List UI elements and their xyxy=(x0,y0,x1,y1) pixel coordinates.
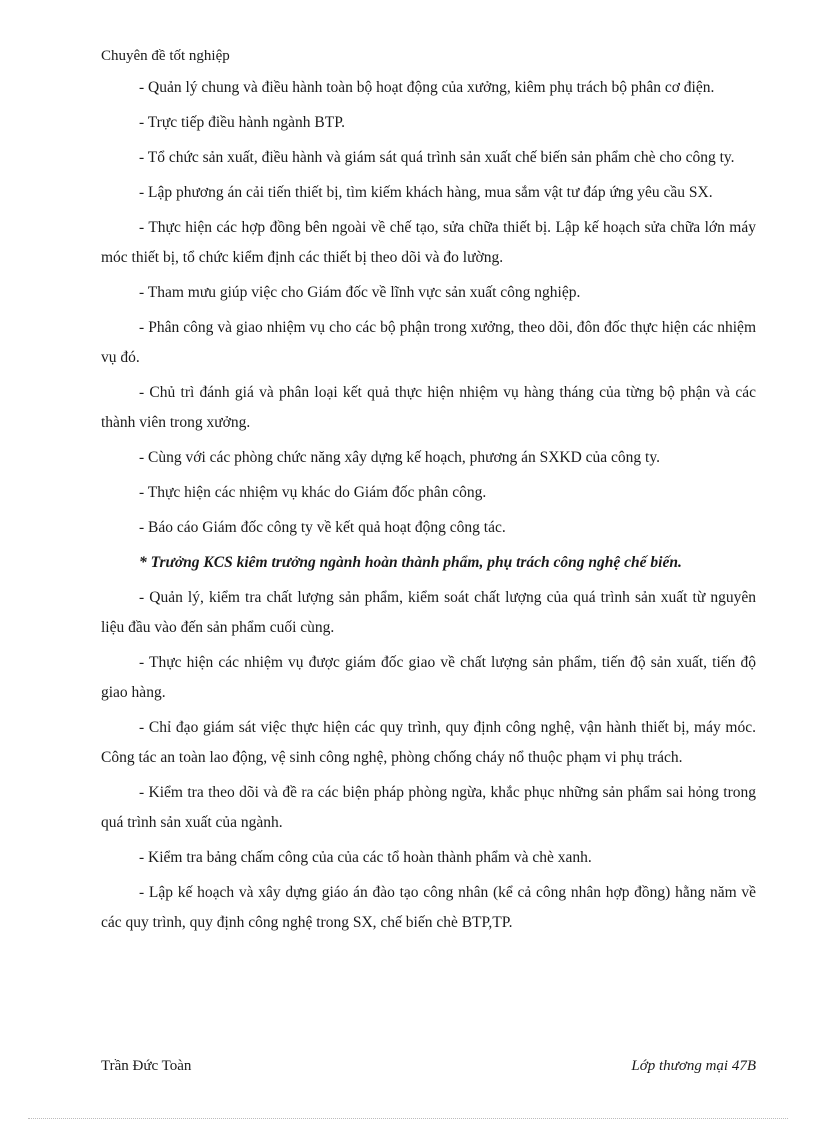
paragraph: - Lập kế hoạch và xây dựng giáo án đào tạo công nhân (kể cả công nhân hợp đồng) hằng năm về các quy trình, quy định công nghệ trong SX, chế biến chè BTP,TP. xyxy=(101,884,756,931)
paragraph: - Báo cáo Giám đốc công ty về kết quả hoạt động công tác. xyxy=(139,519,506,536)
paragraph: - Quản lý, kiểm tra chất lượng sản phẩm, kiểm soát chất lượng của quá trình sản xuất từ nguyên liệu đầu vào đến sản phẩm cuối cùng. xyxy=(101,589,756,636)
footer-class: Lớp thương mại 47B xyxy=(631,1058,756,1074)
paragraph: - Thực hiện các nhiệm vụ được giám đốc giao về chất lượng sản phẩm, tiến độ sản xuất, tiến độ giao hàng. xyxy=(101,654,756,701)
paragraph: - Lập phương án cải tiến thiết bị, tìm kiếm khách hàng, mua sắm vật tư đáp ứng yêu cầu SX. xyxy=(139,184,713,201)
section-heading: * Trưởng KCS kiêm trưởng ngành hoàn thành phẩm, phụ trách công nghệ chế biến. xyxy=(139,554,682,571)
document-body xyxy=(101,73,756,943)
paragraph: - Cùng với các phòng chức năng xây dựng kế hoạch, phương án SXKD của công ty. xyxy=(139,449,660,466)
paragraph: - Thực hiện các nhiệm vụ khác do Giám đốc phân công. xyxy=(139,484,487,501)
paragraph: - Chủ trì đánh giá và phân loại kết quả thực hiện nhiệm vụ hàng tháng của từng bộ phận và các thành viên trong xưởng. xyxy=(101,384,756,431)
page-header-title: Chuyên đề tốt nghiệp xyxy=(101,48,230,64)
paragraph: - Quản lý chung và điều hành toàn bộ hoạt động của xưởng, kiêm phụ trách bộ phân cơ điện. xyxy=(139,79,715,96)
paragraph: - Kiểm tra bảng chấm công của của các tổ hoàn thành phẩm và chè xanh. xyxy=(139,849,592,866)
page-bottom-divider xyxy=(28,1118,788,1119)
paragraph: - Chỉ đạo giám sát việc thực hiện các quy trình, quy định công nghệ, vận hành thiết bị, máy móc. Công tác an toàn lao động, vệ sinh công nghệ, phòng chống cháy nổ thuộc phạm vi phụ trách. xyxy=(101,719,756,766)
paragraph: - Phân công và giao nhiệm vụ cho các bộ phận trong xưởng, theo dõi, đôn đốc thực hiện các nhiệm vụ đó. xyxy=(101,319,756,366)
footer-author: Trần Đức Toàn xyxy=(101,1058,192,1074)
paragraph: - Tổ chức sản xuất, điều hành và giám sát quá trình sản xuất chế biến sản phẩm chè cho công ty. xyxy=(139,149,735,166)
paragraph: - Thực hiện các hợp đồng bên ngoài về chế tạo, sửa chữa thiết bị. Lập kế hoạch sửa chữa lớn máy móc thiết bị, tổ chức kiểm định các thiết bị theo dõi và đo lường. xyxy=(101,219,756,266)
paragraph: - Tham mưu giúp việc cho Giám đốc về lĩnh vực sản xuất công nghiệp. xyxy=(139,284,581,301)
paragraph: - Trực tiếp điều hành ngành BTP. xyxy=(139,114,346,131)
paragraph: - Kiểm tra theo dõi và đề ra các biện pháp phòng ngừa, khắc phục những sản phẩm sai hỏng trong quá trình sản xuất của ngành. xyxy=(101,784,756,831)
